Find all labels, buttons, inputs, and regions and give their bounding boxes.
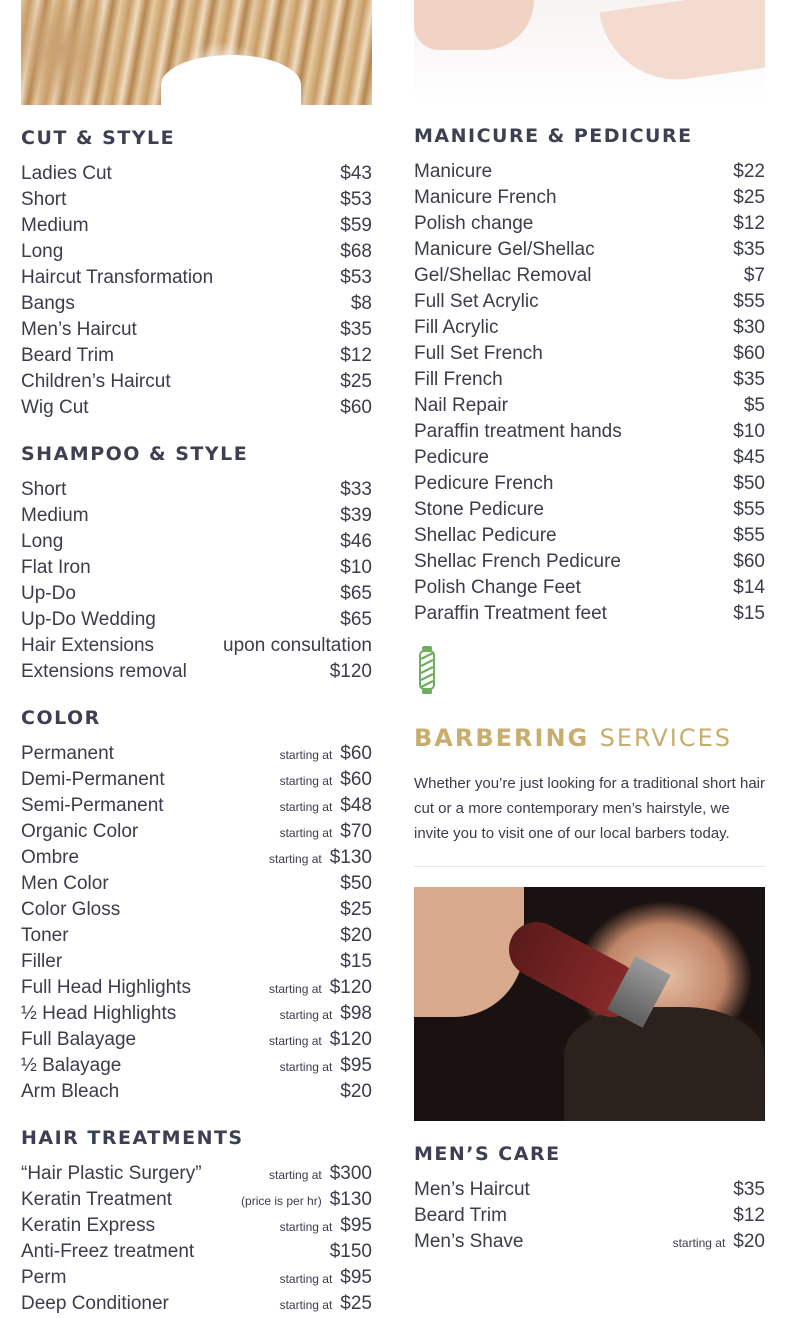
price-row xyxy=(21,633,372,659)
service-price: $95 xyxy=(340,1267,372,1288)
service-price: $33 xyxy=(340,479,372,500)
price-row xyxy=(414,1229,765,1255)
service-name: Ladies Cut xyxy=(21,163,112,184)
price-row xyxy=(414,237,765,263)
price-note: starting at xyxy=(269,1168,322,1182)
service-name: Hair Extensions xyxy=(21,635,155,656)
service-name: Manicure xyxy=(414,161,493,182)
price-row xyxy=(21,607,372,633)
barbering-title-strong: BARBERING xyxy=(414,724,590,752)
service-price: $120 xyxy=(329,977,372,998)
price-row xyxy=(21,659,372,685)
service-name: Men’s Haircut xyxy=(21,319,137,340)
hands-photo xyxy=(414,0,765,103)
price-note: starting at xyxy=(279,748,333,762)
service-price: $25 xyxy=(340,1293,372,1314)
service-price: $30 xyxy=(733,317,765,338)
price-note: starting at xyxy=(279,826,333,840)
price-row xyxy=(21,949,372,975)
price-note: starting at xyxy=(279,1008,333,1022)
price-row xyxy=(414,601,765,627)
service-price: $20 xyxy=(340,1081,372,1102)
service-name: Haircut Transformation xyxy=(21,267,214,288)
price-row xyxy=(414,575,765,601)
price-row xyxy=(21,239,372,265)
service-price: $70 xyxy=(340,821,372,842)
service-name: Keratin Express xyxy=(21,1215,156,1236)
service-name: Deep Conditioner xyxy=(21,1293,169,1314)
section-title-mens-care: MEN’S CARE xyxy=(414,1143,561,1165)
mens-care-list xyxy=(414,1177,765,1255)
service-price: $95 xyxy=(340,1215,372,1236)
price-row xyxy=(21,555,372,581)
service-name: Short xyxy=(21,479,67,500)
price-row xyxy=(21,265,372,291)
price-row xyxy=(21,845,372,871)
service-price: $55 xyxy=(733,499,765,520)
service-price: $10 xyxy=(733,421,765,442)
price-row xyxy=(414,1203,765,1229)
service-name: Flat Iron xyxy=(21,557,91,578)
service-price: $53 xyxy=(340,189,372,210)
price-note: starting at xyxy=(279,1060,333,1074)
service-price: $60 xyxy=(733,343,765,364)
service-price: $35 xyxy=(733,1179,765,1200)
service-name: Fill Acrylic xyxy=(414,317,499,338)
price-note: starting at xyxy=(279,1220,333,1234)
service-name: ½ Head Highlights xyxy=(21,1003,177,1024)
service-price: $35 xyxy=(340,319,372,340)
price-note: starting at xyxy=(269,852,322,866)
price-row xyxy=(414,549,765,575)
price-row xyxy=(414,315,765,341)
price-row xyxy=(21,291,372,317)
service-price: upon consultation xyxy=(223,635,372,656)
price-row xyxy=(414,523,765,549)
service-price: $25 xyxy=(340,899,372,920)
price-row xyxy=(21,395,372,421)
service-name: Stone Pedicure xyxy=(414,499,544,520)
color-list xyxy=(21,741,372,1105)
service-price: $150 xyxy=(329,1241,372,1262)
service-price: $50 xyxy=(340,873,372,894)
price-row xyxy=(414,497,765,523)
barbering-services-title xyxy=(414,723,765,753)
service-name: Filler xyxy=(21,951,63,972)
service-name: Short xyxy=(21,189,67,210)
service-name: Paraffin treatment hands xyxy=(414,421,622,442)
service-price: $20 xyxy=(733,1231,765,1252)
service-name: Full Balayage xyxy=(21,1029,137,1050)
service-name: Long xyxy=(21,241,64,262)
service-price: $65 xyxy=(340,583,372,604)
service-name: Pedicure French xyxy=(414,473,554,494)
price-note: starting at xyxy=(279,1272,333,1286)
service-price: $7 xyxy=(743,265,765,286)
price-row xyxy=(21,1027,372,1053)
price-row xyxy=(21,477,372,503)
section-title-shampoo-style: SHAMPOO & STYLE xyxy=(21,443,249,465)
service-name: Bangs xyxy=(21,293,75,314)
service-price: $120 xyxy=(329,1029,372,1050)
service-name: Organic Color xyxy=(21,821,139,842)
barbering-title-light: SERVICES xyxy=(599,724,733,752)
price-row xyxy=(21,975,372,1001)
service-name: Nail Repair xyxy=(414,395,508,416)
service-name: Shellac French Pedicure xyxy=(414,551,621,572)
price-row xyxy=(21,213,372,239)
price-row xyxy=(414,471,765,497)
service-name: Manicure French xyxy=(414,187,557,208)
service-name: Men’s Haircut xyxy=(414,1179,530,1200)
price-row xyxy=(21,187,372,213)
service-name: Full Set French xyxy=(414,343,543,364)
service-price: $60 xyxy=(340,769,372,790)
service-name: Medium xyxy=(21,505,89,526)
service-price: $20 xyxy=(340,925,372,946)
service-price: $15 xyxy=(733,603,765,624)
price-row xyxy=(414,341,765,367)
service-name: Full Head Highlights xyxy=(21,977,192,998)
price-row xyxy=(21,1291,372,1317)
service-price: $8 xyxy=(350,293,372,314)
price-row xyxy=(21,369,372,395)
price-row xyxy=(414,211,765,237)
barber-photo xyxy=(414,887,765,1121)
service-price: $60 xyxy=(733,551,765,572)
service-price: $12 xyxy=(733,1205,765,1226)
price-row xyxy=(21,819,372,845)
barbering-description: Whether you’re just looking for a traditional short hair cut or a more contemporary men’s hairstyle, we invite you to visit one of our local barbers today. xyxy=(414,775,766,842)
service-price: $35 xyxy=(733,369,765,390)
price-row xyxy=(414,419,765,445)
service-name: Pedicure xyxy=(414,447,489,468)
service-price: $43 xyxy=(340,163,372,184)
service-name: Manicure Gel/Shellac xyxy=(414,239,595,260)
barber-pole-icon xyxy=(414,645,440,695)
service-price: $60 xyxy=(340,397,372,418)
hair-photo xyxy=(21,0,372,105)
service-name: Permanent xyxy=(21,743,114,764)
price-row xyxy=(21,871,372,897)
service-price: $60 xyxy=(340,743,372,764)
service-name: Ombre xyxy=(21,847,80,868)
service-price: $46 xyxy=(340,531,372,552)
service-price: $10 xyxy=(340,557,372,578)
service-name: Anti-Freez treatment xyxy=(21,1241,195,1262)
service-price: $68 xyxy=(340,241,372,262)
service-name: Shellac Pedicure xyxy=(414,525,557,546)
hair-treatments-list xyxy=(21,1161,372,1317)
service-name: Beard Trim xyxy=(21,345,114,366)
price-row xyxy=(21,529,372,555)
price-row xyxy=(21,1213,372,1239)
service-name: Semi-Permanent xyxy=(21,795,164,816)
price-note: (price is per hr) xyxy=(241,1194,322,1208)
service-price: $22 xyxy=(733,161,765,182)
price-row xyxy=(21,1053,372,1079)
service-name: Gel/Shellac Removal xyxy=(414,265,592,286)
service-price: $98 xyxy=(340,1003,372,1024)
price-row xyxy=(21,1161,372,1187)
service-name: Fill French xyxy=(414,369,503,390)
left-column xyxy=(21,0,372,1317)
service-price: $45 xyxy=(733,447,765,468)
service-price: $53 xyxy=(340,267,372,288)
service-name: Long xyxy=(21,531,64,552)
service-name: Extensions removal xyxy=(21,661,187,682)
service-price: $59 xyxy=(340,215,372,236)
service-name: Keratin Treatment xyxy=(21,1189,173,1210)
shampoo-style-list xyxy=(21,477,372,685)
service-price: $120 xyxy=(329,661,372,682)
price-note: starting at xyxy=(279,774,333,788)
service-name: “Hair Plastic Surgery” xyxy=(21,1163,202,1184)
service-price: $14 xyxy=(733,577,765,598)
service-price: $55 xyxy=(733,525,765,546)
service-price: $39 xyxy=(340,505,372,526)
service-price: $50 xyxy=(733,473,765,494)
price-note: starting at xyxy=(269,982,322,996)
service-price: $25 xyxy=(733,187,765,208)
price-row xyxy=(414,1177,765,1203)
service-name: Paraffin Treatment feet xyxy=(414,603,607,624)
section-title-hair-treatments: HAIR TREATMENTS xyxy=(21,1127,244,1149)
service-price: $35 xyxy=(733,239,765,260)
service-name: Arm Bleach xyxy=(21,1081,120,1102)
price-row xyxy=(21,581,372,607)
service-name: Toner xyxy=(21,925,69,946)
service-name: Men Color xyxy=(21,873,109,894)
service-price: $65 xyxy=(340,609,372,630)
price-row xyxy=(21,343,372,369)
price-note: starting at xyxy=(279,1298,333,1312)
right-column xyxy=(414,0,765,1255)
service-price: $5 xyxy=(743,395,765,416)
service-name: Wig Cut xyxy=(21,397,89,418)
cut-style-list xyxy=(21,161,372,421)
service-price: $12 xyxy=(340,345,372,366)
service-price: $15 xyxy=(340,951,372,972)
service-name: Men’s Shave xyxy=(414,1231,524,1252)
price-row xyxy=(21,317,372,343)
service-price: $12 xyxy=(733,213,765,234)
price-row xyxy=(21,503,372,529)
section-title-cut-style: CUT & STYLE xyxy=(21,127,176,149)
price-row xyxy=(21,1079,372,1105)
service-name: Full Set Acrylic xyxy=(414,291,539,312)
price-row xyxy=(414,289,765,315)
service-name: Beard Trim xyxy=(414,1205,507,1226)
price-row xyxy=(414,185,765,211)
price-note: starting at xyxy=(279,800,333,814)
price-row xyxy=(21,793,372,819)
service-price: $55 xyxy=(733,291,765,312)
price-note: starting at xyxy=(269,1034,322,1048)
service-name: Up-Do xyxy=(21,583,76,604)
service-name: Color Gloss xyxy=(21,899,121,920)
section-title-color: COLOR xyxy=(21,707,101,729)
section-title-manicure-pedicure: MANICURE & PEDICURE xyxy=(414,125,693,147)
price-row xyxy=(21,1187,372,1213)
price-row xyxy=(21,1239,372,1265)
price-row xyxy=(414,445,765,471)
service-name: Demi-Permanent xyxy=(21,769,165,790)
price-row xyxy=(414,263,765,289)
price-row xyxy=(21,923,372,949)
service-name: Up-Do Wedding xyxy=(21,609,156,630)
service-price: $130 xyxy=(329,847,372,868)
price-row xyxy=(414,159,765,185)
price-row xyxy=(21,1265,372,1291)
price-row xyxy=(21,767,372,793)
service-name: ½ Balayage xyxy=(21,1055,122,1076)
price-row xyxy=(21,741,372,767)
manicure-pedicure-list xyxy=(414,159,765,627)
service-price: $48 xyxy=(340,795,372,816)
service-name: Perm xyxy=(21,1267,67,1288)
service-name: Polish Change Feet xyxy=(414,577,581,598)
price-row xyxy=(21,161,372,187)
service-price: $95 xyxy=(340,1055,372,1076)
price-row xyxy=(21,897,372,923)
service-price: $130 xyxy=(329,1189,372,1210)
service-price: $300 xyxy=(329,1163,372,1184)
service-name: Polish change xyxy=(414,213,534,234)
price-row xyxy=(21,1001,372,1027)
price-row xyxy=(414,393,765,419)
service-name: Children’s Haircut xyxy=(21,371,171,392)
price-row xyxy=(414,367,765,393)
price-note: starting at xyxy=(672,1236,726,1250)
service-name: Medium xyxy=(21,215,89,236)
service-price: $25 xyxy=(340,371,372,392)
